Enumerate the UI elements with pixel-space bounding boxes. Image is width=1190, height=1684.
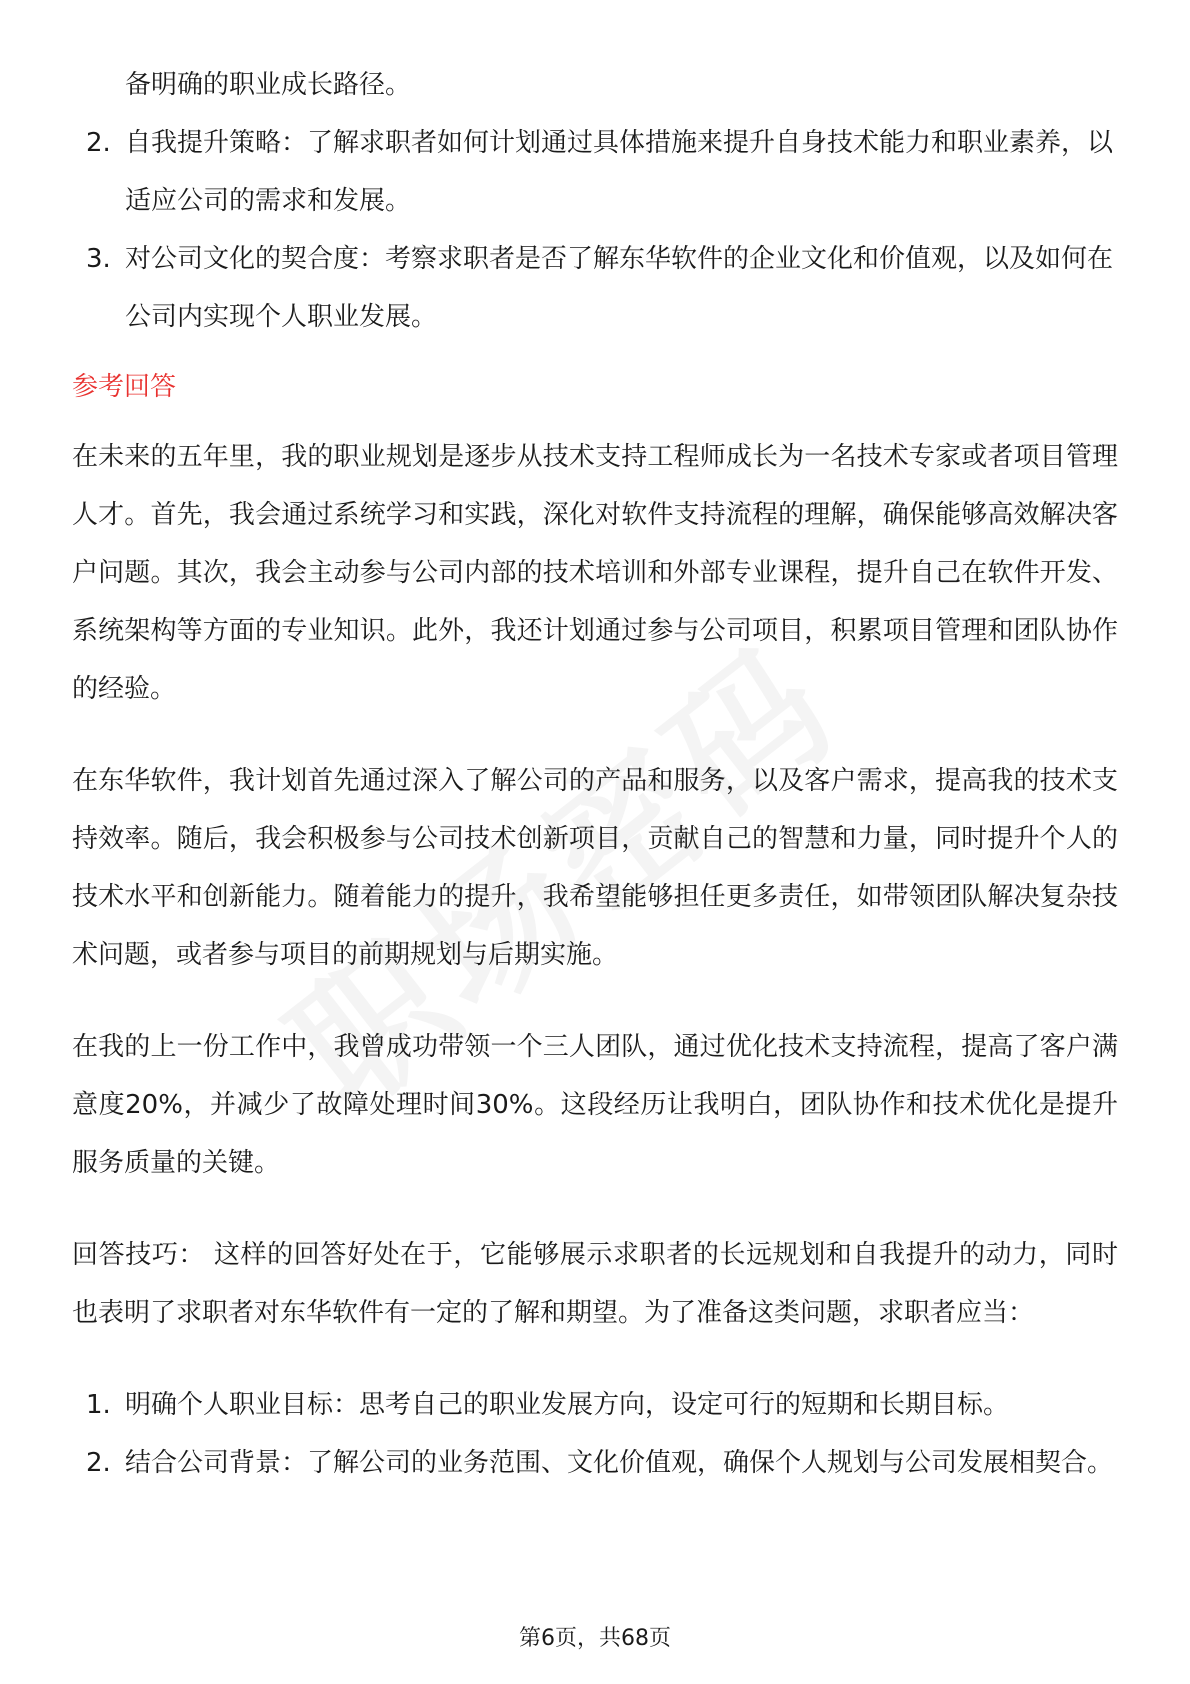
list-number: 2.	[86, 128, 111, 158]
list-item	[72, 1376, 1118, 1434]
list-item-1-continuation: 备明确的职业成长路径。	[125, 70, 412, 100]
list-number: 2.	[86, 1448, 111, 1478]
list-item	[72, 114, 1118, 230]
paragraph: 在我的上一份工作中，我曾成功带领一个三人团队，通过优化技术支持流程，提高了客户满意度20%，并减少了故障处理时间30%。这段经历让我明白，团队协作和技术优化是提升服务质量的关键。	[72, 1032, 1118, 1178]
page-footer: 第6页，共68页	[519, 1626, 671, 1651]
paragraph: 回答技巧： 这样的回答好处在于，它能够展示求职者的长远规划和自我提升的动力，同时也表明了求职者对东华软件有一定的了解和期望。为了准备这类问题，求职者应当：	[72, 1240, 1118, 1328]
criteria-list	[72, 114, 1118, 346]
list-text: 明确个人职业目标：思考自己的职业发展方向，设定可行的短期和长期目标。	[125, 1390, 1010, 1420]
tips-list	[72, 1376, 1118, 1492]
list-number: 3.	[86, 244, 111, 274]
paragraph: 在东华软件，我计划首先通过深入了解公司的产品和服务，以及客户需求，提高我的技术支持效率。随后，我会积极参与公司技术创新项目，贡献自己的智慧和力量，同时提升个人的技术水平和创新能力。随着能力的提升，我希望能够担任更多责任，如带领团队解决复杂技术问题，或者参与项目的前期规划与后期实施。	[72, 766, 1118, 970]
paragraph: 在未来的五年里，我的职业规划是逐步从技术支持工程师成长为一名技术专家或者项目管理人才。首先，我会通过系统学习和实践，深化对软件支持流程的理解，确保能够高效解决客户问题。其次，我会主动参与公司内部的技术培训和外部专业课程，提升自己在软件开发、系统架构等方面的专业知识。此外，我还计划通过参与公司项目，积累项目管理和团队协作的经验。	[72, 442, 1118, 704]
list-item	[72, 1434, 1118, 1492]
list-item	[72, 230, 1118, 346]
list-number: 1.	[86, 1390, 111, 1420]
document-page	[72, 56, 1118, 1492]
list-text: 自我提升策略：了解求职者如何计划通过具体措施来提升自身技术能力和职业素养，以适应公司的需求和发展。	[125, 128, 1114, 216]
list-text: 结合公司背景：了解公司的业务范围、文化价值观，确保个人规划与公司发展相契合。	[125, 1448, 1114, 1478]
answer-heading: 参考回答	[72, 372, 177, 402]
list-text: 对公司文化的契合度：考察求职者是否了解东华软件的企业文化和价值观，以及如何在公司内实现个人职业发展。	[125, 244, 1114, 332]
